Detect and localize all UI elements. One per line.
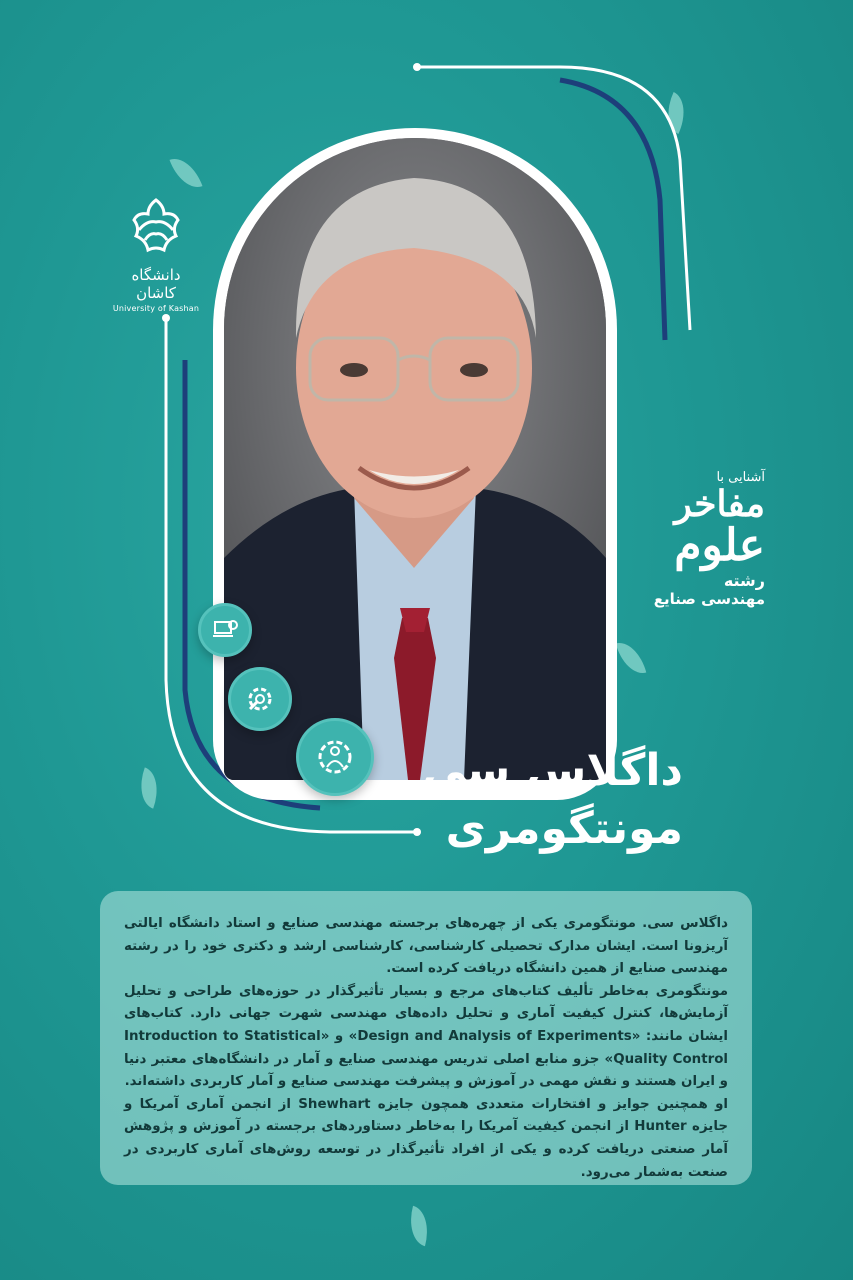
series-title-line2: علوم bbox=[674, 520, 765, 571]
laptop-gear-icon bbox=[198, 603, 252, 657]
university-name-fa: دانشگاه کاشان bbox=[131, 266, 181, 302]
series-tagline: آشنایی با bbox=[716, 470, 765, 485]
biography-box bbox=[100, 891, 752, 1185]
university-name-en: University of Kashan bbox=[112, 304, 200, 313]
person-name-line1: داگلاس سی bbox=[422, 745, 683, 796]
engineer-gear-icon bbox=[296, 718, 374, 796]
gear-wrench-icon bbox=[228, 667, 292, 731]
bio-paragraph: او همچنین جوایز و افتخارات متعددی همچون جایزه Shewhart از انجمن آماری آمریکا و جایزه Hunter از انجمن کیفیت آمریکا را به‌خاطر دستاوردهای برجسته در آموزش و پژوهش آمار صنعتی دریافت کرده و یکی از افراد تأثیرگذار در توسعه روش‌های آماری کاربردی در صنعت به‌شمار می‌رود. bbox=[124, 1096, 729, 1180]
series-title bbox=[615, 470, 765, 608]
person-name bbox=[383, 742, 683, 858]
person-name-line2: مونتگومری bbox=[445, 803, 683, 854]
bio-paragraph: مونتگومری به‌خاطر تألیف کتاب‌های مرجع و بسیار تأثیرگذار در حوزه‌های طراحی و تحلیل آزمایش‌ها، کنترل کیفیت آماری و تحلیل داده‌های مهندسی شهرت جهانی دارد. کتاب‌های ایشان مانند: «Design and Analysis of Experiments» و «Introduction to Statistical Quality Control» جزو منابع اصلی تدریس مهندسی صنایع و آمار در دانشگاه‌های معتبر دنیا و ایران هستند و نقش مهمی در آموزش و پیشرفت مهندسی صنایع و آمار کاربردی داشته‌اند. bbox=[124, 983, 729, 1090]
field-name: مهندسی صنایع bbox=[653, 590, 765, 608]
field-label: رشته bbox=[723, 571, 765, 590]
bio-paragraph: داگلاس سی. مونتگومری یکی از چهره‌های برجسته مهندسی صنایع و استاد دانشگاه ایالتی آریزونا است. ایشان مدارک تحصیلی کارشناسی، کارشناسی ارشد و دکتری خود را در رشته مهندسی صنایع از همین دانشگاه دریافت کرده است. bbox=[124, 916, 728, 977]
series-title-line1: مفاخر bbox=[674, 483, 765, 525]
